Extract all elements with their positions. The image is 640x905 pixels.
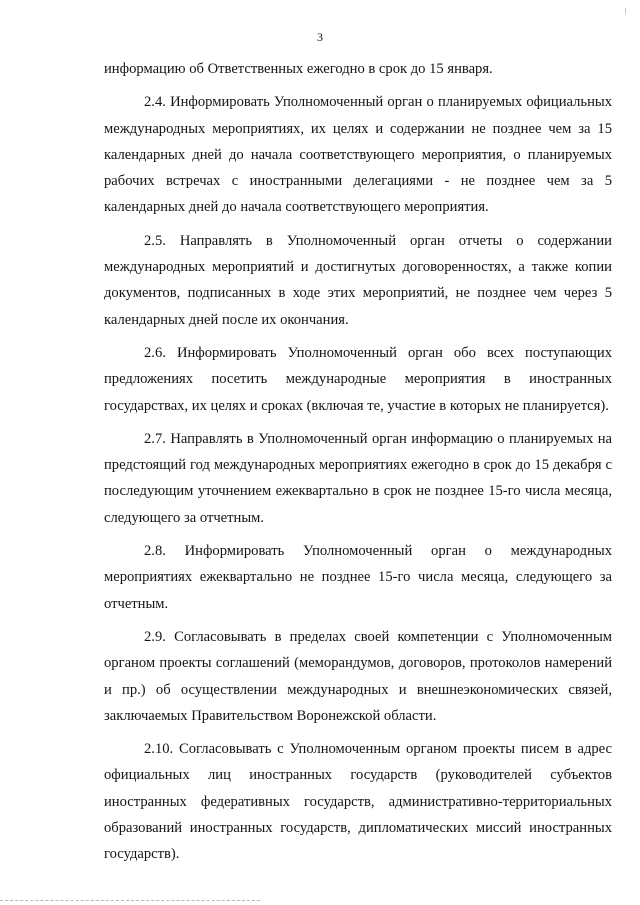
paragraph-2-4: 2.4. Информировать Уполномоченный орган о планируемых официальных международных мероприятиях, их целях и содержании не позднее чем за 15 календарных дней до начала соответствующего мероприятия, о планируемых рабочих встречах с иностранными делегациями - не позднее чем за 5 календарных дней до начала соответствующего мероприятия.	[104, 94, 612, 216]
paragraph-2-10: 2.10. Согласовывать с Уполномоченным органом проекты писем в адрес официальных лиц иностранных государств (руководителей субъектов иностранных федеративных государств, административно-территориальных образований иностранных государств, дипломатических миссий иностранных государств).	[104, 741, 612, 863]
paragraph-2-8: 2.8. Информировать Уполномоченный орган о международных мероприятиях ежеквартально не позднее 15-го числа месяца, следующего за отчетным.	[104, 543, 612, 612]
scan-edge-line	[0, 900, 260, 901]
document-body	[104, 56, 612, 875]
scan-artifact	[625, 8, 626, 14]
paragraph-2-7: 2.7. Направлять в Уполномоченный орган информацию о планируемых на предстоящий год международных мероприятиях ежегодно в срок до 15 декабря с последующим уточнением ежеквартально в срок не позднее 15-го числа месяца, следующего за отчетным.	[104, 430, 612, 526]
page-number: 3	[317, 30, 323, 44]
paragraph-2-9: 2.9. Согласовывать в пределах своей компетенции с Уполномоченным органом проекты соглашений (меморандумов, договоров, протоколов намерений и пр.) об осуществлении международных и внешнеэкономических связей, заключаемых Правительством Воронежской области.	[104, 628, 612, 724]
paragraph-continuation: информацию об Ответственных ежегодно в срок до 15 января.	[104, 61, 493, 77]
paragraph-2-5: 2.5. Направлять в Уполномоченный орган отчеты о содержании международных мероприятий и достигнутых договоренностях, а также копии документов, подписанных в ходе этих мероприятий, не позднее чем через 5 календарных дней после их окончания.	[104, 232, 612, 328]
paragraph-2-6: 2.6. Информировать Уполномоченный орган обо всех поступающих предложениях посетить международные мероприятия в иностранных государствах, их целях и сроках (включая те, участие в которых не планируется).	[104, 344, 612, 414]
